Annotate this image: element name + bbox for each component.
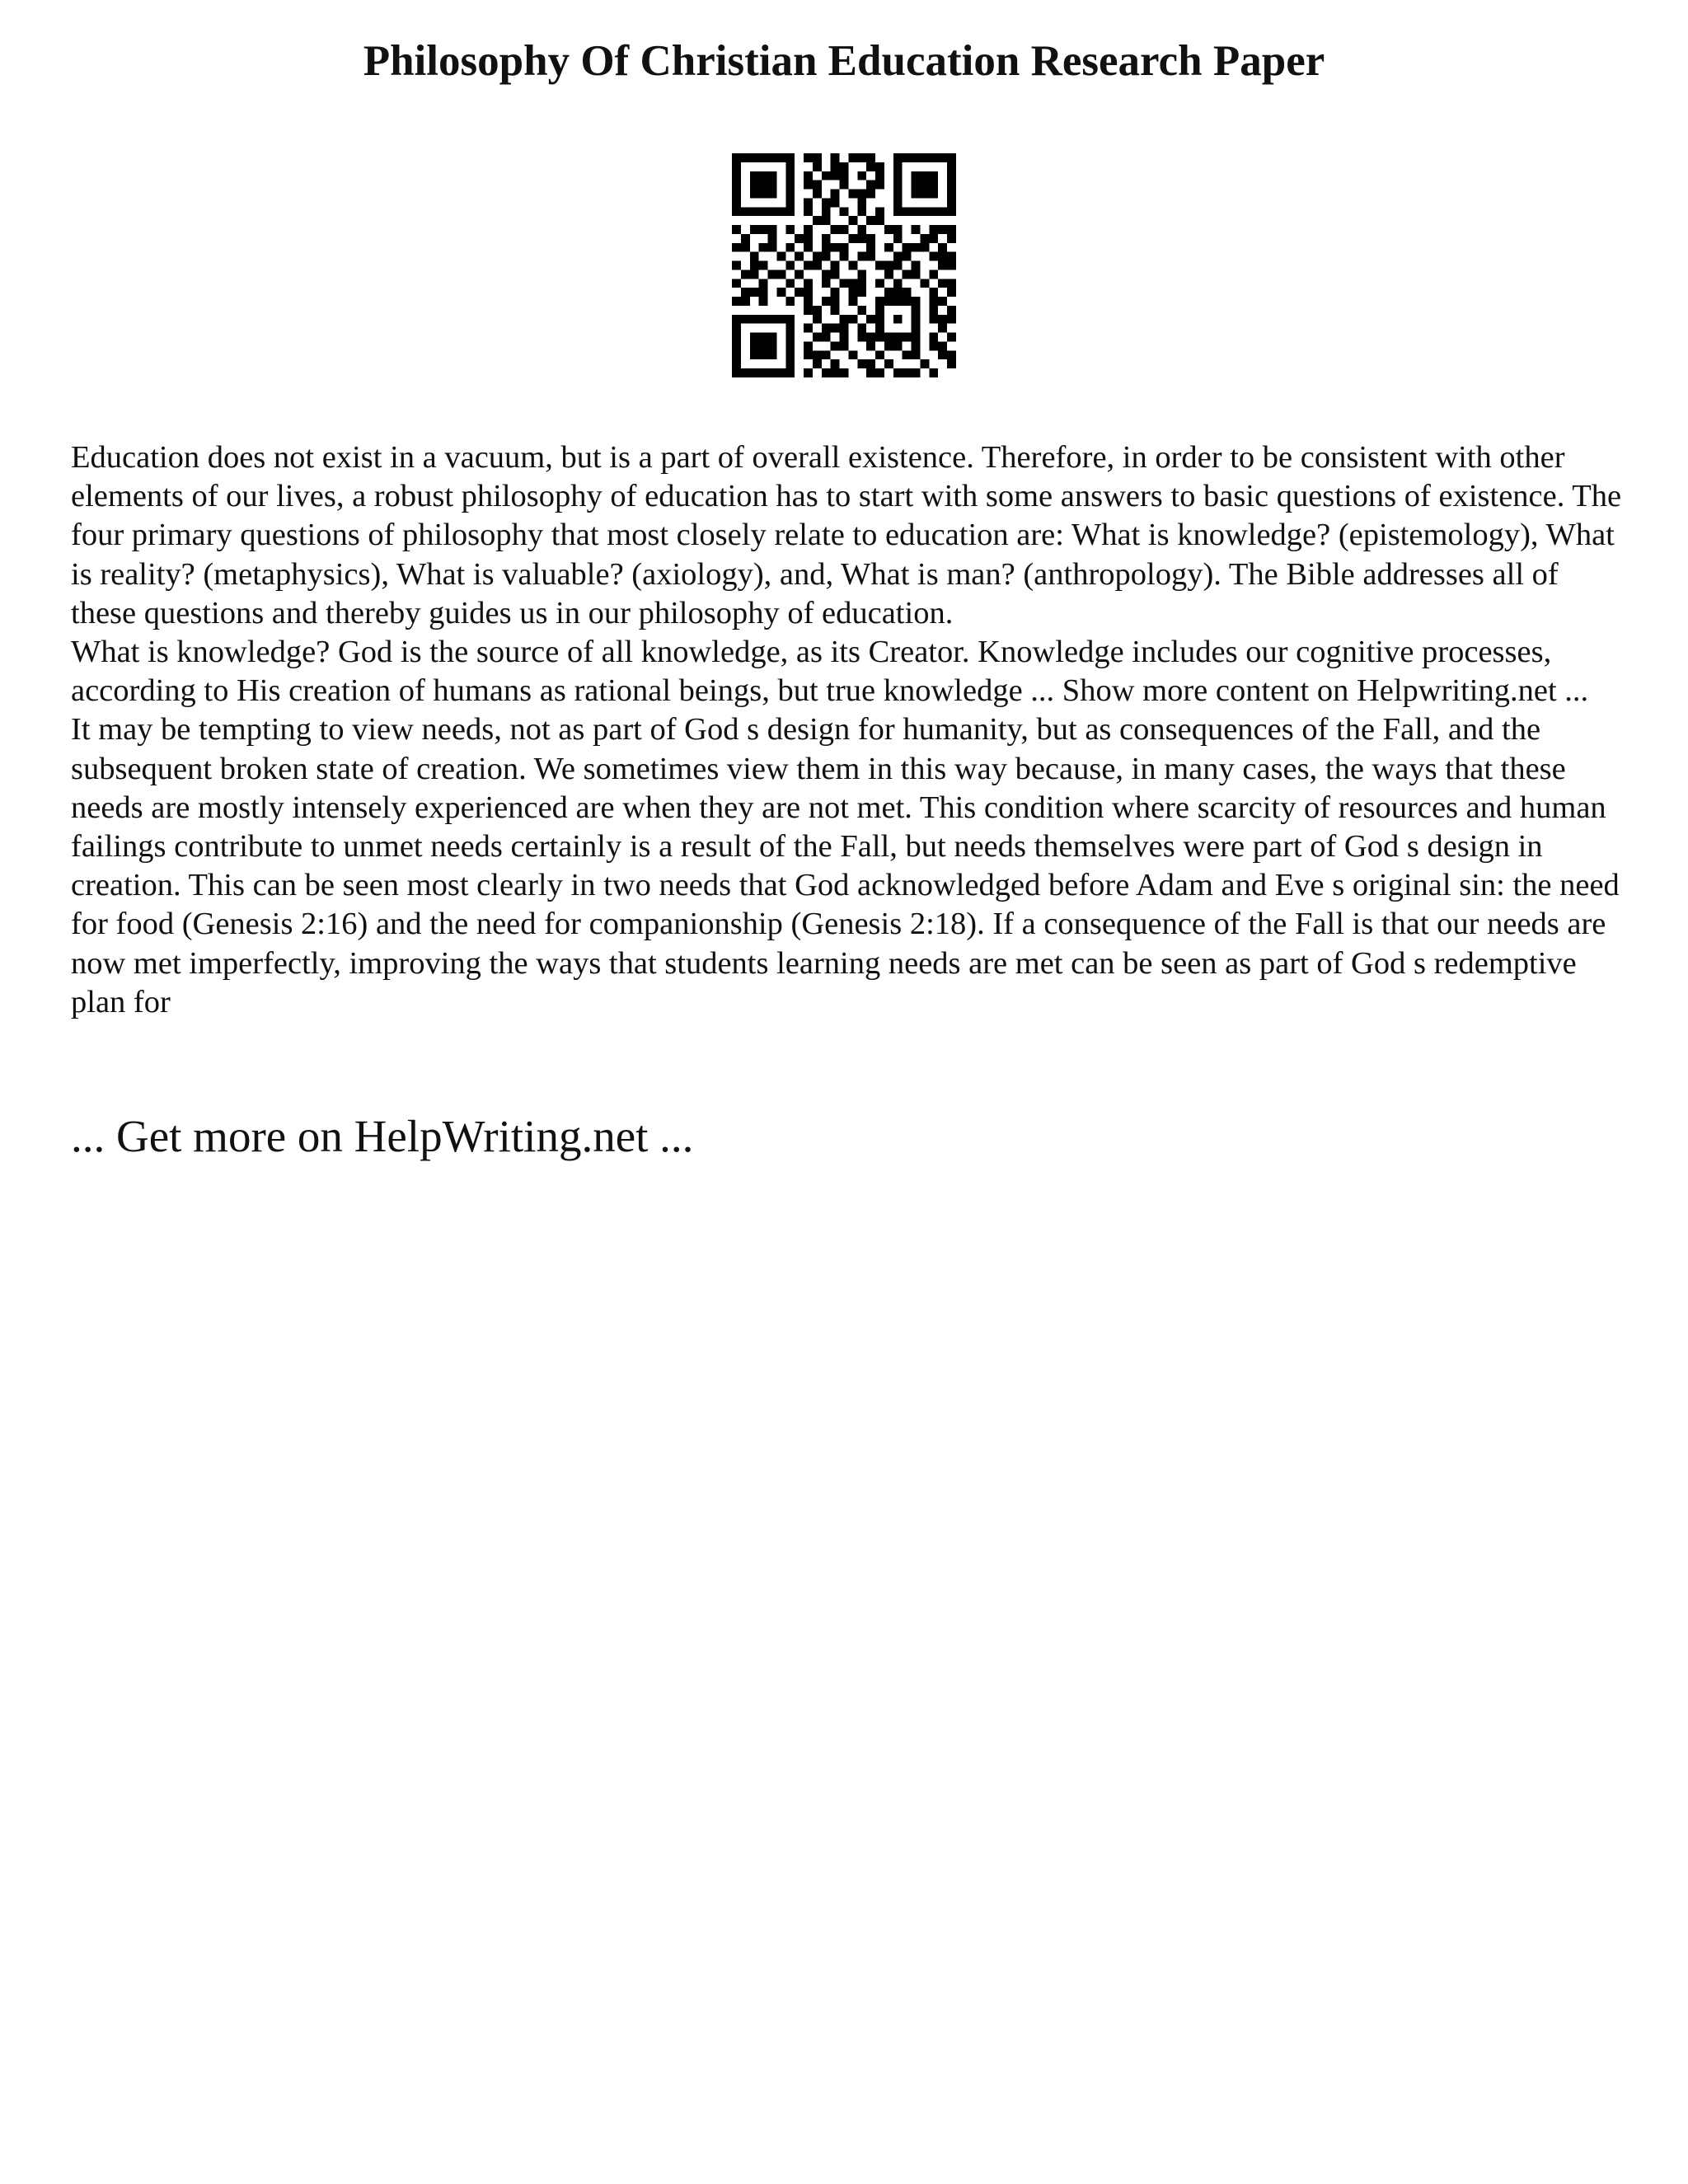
paragraph-needs: It may be tempting to view needs, not as part of God s design for humanity, but as consequences of the Fall, and the subsequent broken state of creation. We sometimes view them in this way because, in many cases, the ways that these needs are mostly intensely experienced are when they are not met. This condition where scarcity of resources and human failings contribute to unmet needs certainly is a result of the Fall, but needs themselves were part of God s design in creation. This can be seen most clearly in two needs that God acknowledged before Adam and Eve s original sin: the need for food (Genesis 2:16) and the need for companionship (Genesis 2:18). If a consequence of the Fall is that our needs are now met imperfectly, improving the ways that students learning needs are met can be seen as part of God s redemptive plan for (71, 712, 1620, 1019)
qr-code-icon (732, 153, 956, 377)
article-body (71, 438, 1629, 1022)
paragraph-intro: Education does not exist in a vacuum, but is a part of overall existence. Therefore, in order to be consistent with other elements of our lives, a robust philosophy of education has to start with some answers to basic questions of existence. The four primary questions of philosophy that most closely relate to education are: What is knowledge? (epistemology), What is reality? (metaphysics), What is valuable? (axiology), and, What is man? (anthropology). The Bible addresses all of these questions and thereby guides us in our philosophy of education. (71, 440, 1622, 630)
page-title: Philosophy Of Christian Education Research Paper (363, 37, 1325, 85)
get-more-link[interactable]: ... Get more on HelpWriting.net ... (71, 1111, 694, 1161)
paragraph-knowledge: What is knowledge? God is the source of all knowledge, as its Creator. Knowledge includes our cognitive processes, according to His creation of humans as rational beings, but true knowledge ... Show more content on Helpwriting.net ... (71, 635, 1589, 709)
